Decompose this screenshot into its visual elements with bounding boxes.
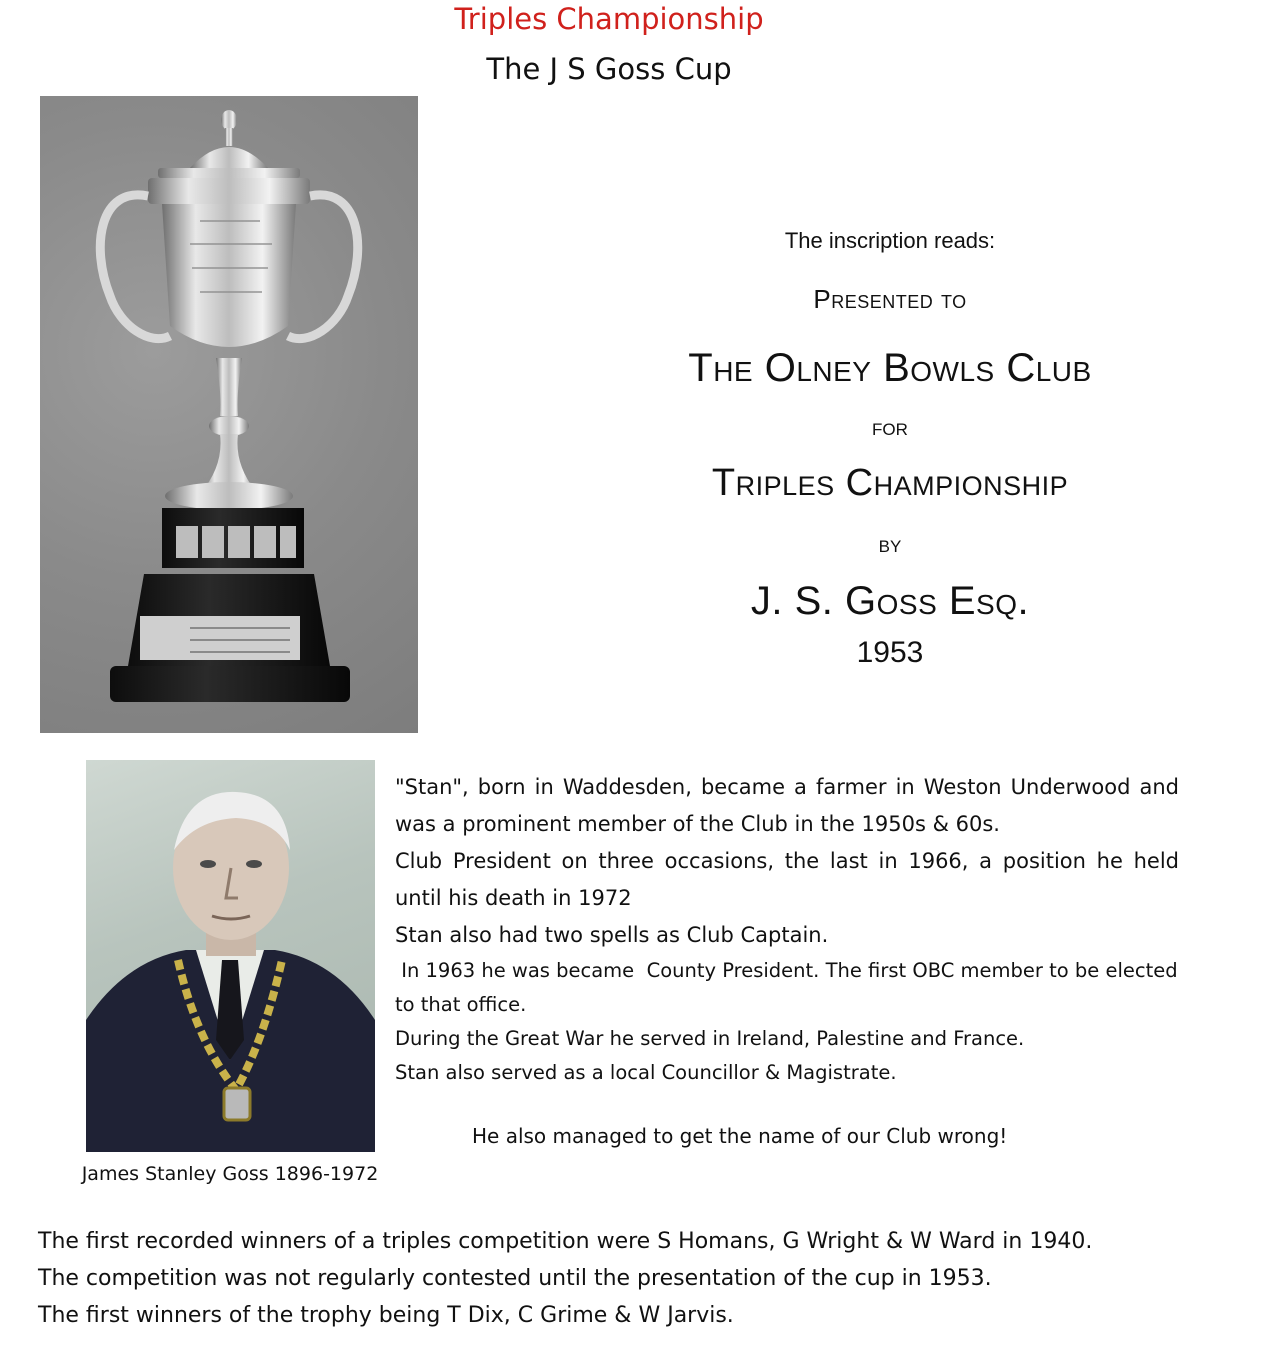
inscription-year: 1953 xyxy=(856,636,924,669)
bio-line: until his death in 1972 xyxy=(395,886,632,910)
footer-notes xyxy=(38,1223,1238,1334)
bio-line: Stan also had two spells as Club Captain. xyxy=(395,923,829,947)
portrait-illustration xyxy=(86,760,375,1152)
portrait-photo xyxy=(86,760,375,1152)
portrait-caption: James Stanley Goss 1896-1972 xyxy=(81,1163,379,1185)
trophy-photo xyxy=(40,96,418,733)
bio-line: Stan also served as a local Councillor & Magistrate. xyxy=(395,1061,897,1084)
bio-line: Club President on three occasions, the last in 1966, a position he held xyxy=(395,849,1179,873)
trophy-illustration xyxy=(40,96,418,733)
inscription-club: The Olney Bowls Club xyxy=(688,346,1092,390)
bio-line: In 1963 he was became County President. The first OBC member to be elected xyxy=(395,959,1178,982)
inscription-championship: Triples Championship xyxy=(711,462,1069,504)
inscription-for: for xyxy=(872,414,908,441)
footer-line: The competition was not regularly contested until the presentation of the cup in 1953. xyxy=(38,1266,992,1291)
page-title: Triples Championship xyxy=(454,2,764,36)
bio-line: During the Great War he served in Ireland, Palestine and France. xyxy=(395,1027,1025,1050)
page-subtitle: The J S Goss Cup xyxy=(486,52,732,86)
inscription-by: by xyxy=(878,531,902,558)
inscription-donor: J. S. Goss Esq. xyxy=(750,579,1030,623)
bio-line: to that office. xyxy=(395,993,527,1016)
footer-line: The first recorded winners of a triples competition were S Homans, G Wright & W Ward in 1940. xyxy=(38,1229,1093,1254)
footer-line: The first winners of the trophy being T Dix, C Grime & W Jarvis. xyxy=(38,1303,734,1328)
bio-line: "Stan", born in Waddesden, became a farmer in Weston Underwood and xyxy=(395,775,1179,799)
bio-line: was a prominent member of the Club in the 1950s & 60s. xyxy=(395,812,1000,836)
inscription-intro: The inscription reads: xyxy=(784,228,996,253)
bio-note: He also managed to get the name of our Club wrong! xyxy=(472,1124,1008,1148)
biography xyxy=(395,769,1179,1090)
inscription-presented: Presented to xyxy=(813,284,967,314)
